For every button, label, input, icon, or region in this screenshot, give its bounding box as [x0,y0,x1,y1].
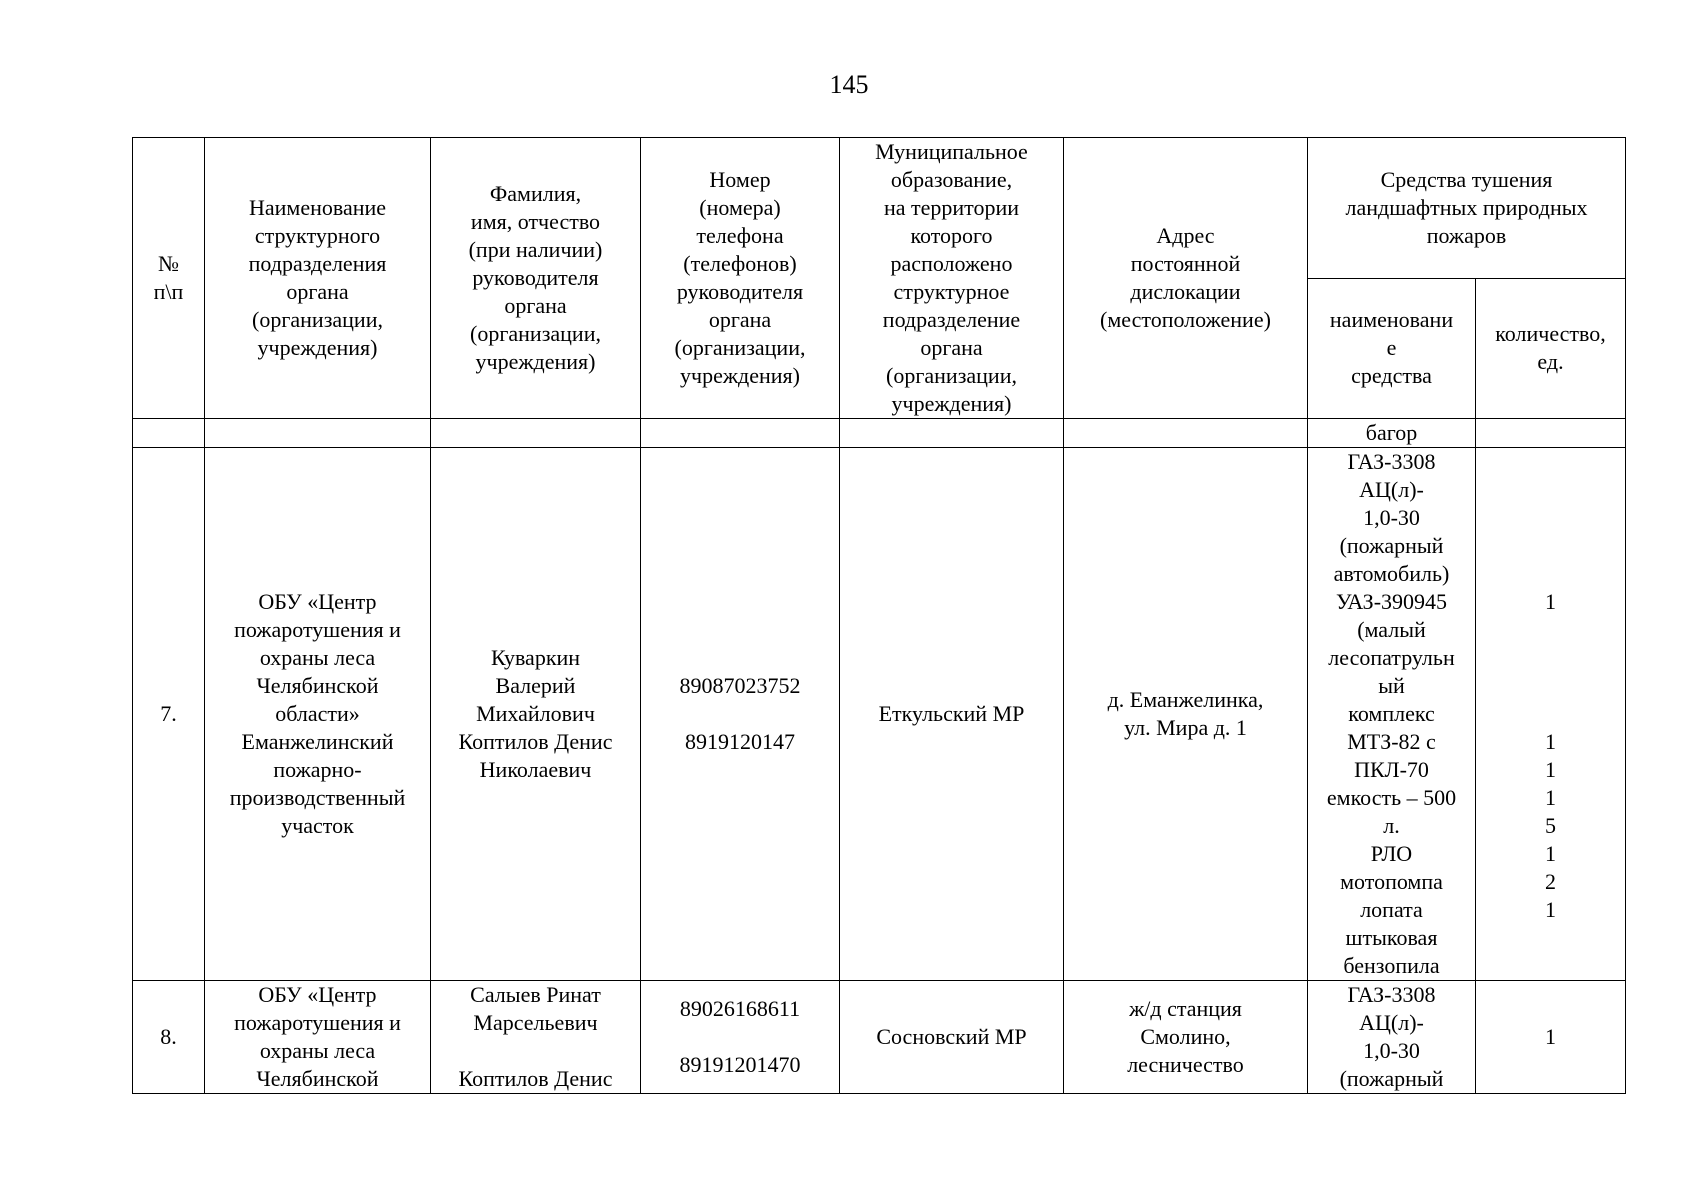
cell-unit-name: ОБУ «Центр пожаротушения и охраны леса Челябинской [205,981,431,1094]
fire-equipment-table [132,137,1626,1094]
cell-means-qty: 1 1 1 1 5 1 2 1 [1476,448,1626,981]
phone-number: 8919120147 [685,729,795,754]
cell-means-names: ГАЗ-3308 АЦ(л)- 1,0-30 (пожарный [1308,981,1476,1094]
cell-num: 8. [133,981,205,1094]
header-means-group: Средства тушения ландшафтных природных пожаров [1308,138,1626,279]
table-row-continuation [133,419,1626,448]
cell-empty [1064,419,1308,448]
header-means-name: наименовани е средства [1308,278,1476,419]
header-num: № п\п [133,138,205,419]
header-unit-name: Наименование структурного подразделения органа (организации, учреждения) [205,138,431,419]
cell-municipality: Сосновский МР [840,981,1064,1094]
cell-head-name [431,981,641,1094]
header-municipality: Муниципальное образование, на территории которого расположено структурное подразделение органа (организации, учреждения) [840,138,1064,419]
phone-number: 89087023752 [679,673,801,698]
phone-number: 89026168611 [679,996,801,1021]
table-row [133,981,1626,1094]
head-name-secondary: Коптилов Денис [458,1066,613,1091]
cell-empty [1476,419,1626,448]
cell-empty [133,419,205,448]
cell-means-name: багор [1308,419,1476,448]
cell-means-names: ГАЗ-3308 АЦ(л)- 1,0-30 (пожарный автомобиль) УАЗ-390945 (малый лесопатрульн ый комплекс МТЗ-82 с ПКЛ-70 емкость – 500 л. РЛО мотопомпа лопата штыковая бензопила [1308,448,1476,981]
cell-empty [840,419,1064,448]
cell-num: 7. [133,448,205,981]
table-row [133,448,1626,981]
head-name-primary: Салыев Ринат Марсельевич [470,982,601,1035]
header-address: Адрес постоянной дислокации (местоположение) [1064,138,1308,419]
cell-municipality: Еткульский МР [840,448,1064,981]
cell-empty [205,419,431,448]
page-number: 145 [829,70,869,99]
header-means-qty: количество, ед. [1476,278,1626,419]
cell-unit-name: ОБУ «Центр пожаротушения и охраны леса Челябинской области» Еманжелинский пожарно- производственный участок [205,448,431,981]
cell-means-qty: 1 [1476,981,1626,1094]
phone-number: 89191201470 [679,1052,801,1077]
cell-address: д. Еманжелинка, ул. Мира д. 1 [1064,448,1308,981]
cell-phones [641,981,840,1094]
cell-empty [641,419,840,448]
cell-phones [641,448,840,981]
cell-empty [431,419,641,448]
header-head-name: Фамилия, имя, отчество (при наличии) руководителя органа (организации, учреждения) [431,138,641,419]
header-phone: Номер (номера) телефона (телефонов) руководителя органа (организации, учреждения) [641,138,840,419]
cell-head-name: Куваркин Валерий Михайлович Коптилов Денис Николаевич [431,448,641,981]
cell-address: ж/д станция Смолино, лесничество [1064,981,1308,1094]
